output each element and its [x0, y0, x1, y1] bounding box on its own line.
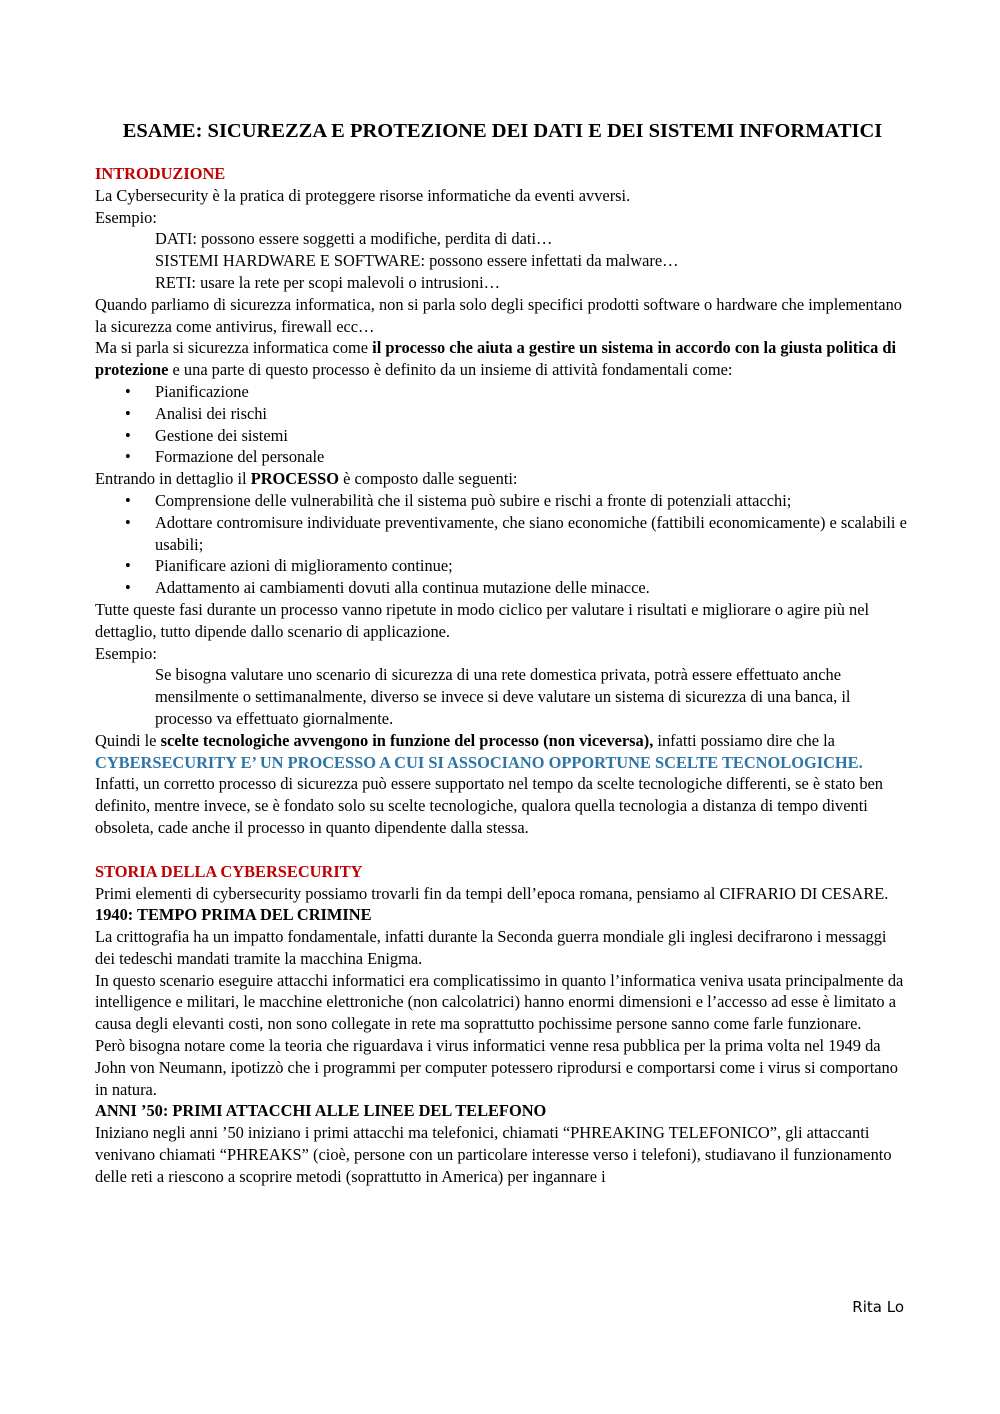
paragraph — [95, 337, 910, 381]
footer-author: Rita Lo — [852, 1298, 904, 1316]
paragraph: Però bisogna notare come la teoria che riguardava i virus informatici venne resa pubblica per la prima volta nel 1949 da John von Neumann, ipotizzò che i programmi per computer potessero riprodursi e comportarsi come i virus si comportano in natura. — [95, 1036, 898, 1099]
bold-text: il processo che aiuta a gestire un sistema in accordo con la giusta politica di protezione — [95, 338, 897, 380]
subheading-1940: 1940: TEMPO PRIMA DEL CRIMINE — [95, 905, 372, 925]
page-title: ESAME: SICUREZZA E PROTEZIONE DEI DATI E DEI SISTEMI INFORMATICI — [122, 120, 883, 142]
paragraph — [95, 468, 910, 490]
example-item: Se bisogna valutare uno scenario di sicurezza di una rete domestica privata, potrà essere effettuato anche mensilmente o settimanalmente, diverso se invece si deve valutare un sistema di sicurezza di una banca, il processo va effettuato giornalmente. — [155, 665, 851, 728]
list-item: • Pianificazione — [95, 381, 910, 403]
list-item: • Comprensione delle vulnerabilità che il sistema può subire e rischi a fronte di potenziali attacchi; — [95, 490, 910, 512]
bold-text: PROCESSO — [250, 469, 340, 489]
list-item: • Gestione dei sistemi — [95, 425, 910, 447]
text-span: Entrando in dettaglio il — [95, 469, 251, 489]
bold-text: scelte tecnologiche avvengono in funzione del processo (non viceversa), — [160, 730, 654, 750]
example-item: DATI: possono essere soggetti a modifiche, perdita di dati… — [155, 229, 553, 249]
paragraph: La Cybersecurity è la pratica di proteggere risorse informatiche da eventi avversi. — [95, 185, 631, 205]
example-label: Esempio: — [95, 207, 157, 227]
example-label: Esempio: — [95, 643, 157, 663]
list-item: • Pianificare azioni di miglioramento continue; — [95, 555, 910, 577]
paragraph: Tutte queste fasi durante un processo vanno ripetute in modo ciclico per valutare i risultati e migliorare o agire più nel dettaglio, tutto dipende dallo scenario di applicazione. — [95, 599, 870, 641]
example-item: SISTEMI HARDWARE E SOFTWARE: possono essere infettati da malware… — [155, 251, 679, 271]
text-span: Quindi le — [95, 730, 161, 750]
text-span: e una parte di questo processo è definito da un insieme di attività fondamentali come: — [168, 360, 733, 380]
paragraph: Quando parliamo di sicurezza informatica, non si parla solo degli specifici prodotti software o hardware che implementano la sicurezza come antivirus, firewall ecc… — [95, 294, 902, 336]
paragraph: In questo scenario eseguire attacchi informatici era complicatissimo in quanto l’informatica veniva usata principalmente da intelligence e militari, le macchine elettroniche (non calcolatrici) hanno enormi dimensioni e l’accesso ad esse è limitato a causa degli elevanti costi, non sono collegate in rete ma soprattutto pochissime persone sanno come farle funzionare. — [95, 970, 904, 1034]
text-span: è composto dalle seguenti: — [339, 469, 518, 489]
list-item: • Analisi dei rischi — [95, 403, 910, 425]
text-span: infatti possiamo dire che la — [653, 730, 835, 750]
list-item: • Adattamento ai cambiamenti dovuti alla continua mutazione delle minacce. — [95, 577, 910, 599]
list-item: • Adottare contromisure individuate preventivamente, che siano economiche (fattibili economicamente) e scalabili e usabili; — [95, 512, 910, 556]
section-heading-storia: STORIA DELLA CYBERSECURITY — [95, 861, 363, 881]
paragraph: La crittografia ha un impatto fondamentale, infatti durante la Seconda guerra mondiale gli inglesi decifrarono i messaggi dei tedeschi mandati tramite la macchina Enigma. — [95, 927, 887, 968]
activities-list — [95, 381, 910, 468]
highlight-text: CYBERSECURITY E’ UN PROCESSO A CUI SI ASSOCIANO OPPORTUNE SCELTE TECNOLOGICHE. — [95, 752, 863, 772]
paragraph: Primi elementi di cybersecurity possiamo trovarli fin da tempi dell’epoca romana, pensiamo al CIFRARIO DI CESARE. — [95, 883, 889, 903]
paragraph: Iniziano negli anni ’50 iniziano i primi attacchi ma telefonici, chiamati “PHREAKING TELEFONICO”, gli attaccanti venivano chiamati “PHREAKS” (cioè, persone con un particolare interesse verso i telefoni), studiavano il funzionamento delle reti a riescono a scoprire metodi (soprattutto in America) per ingannare i — [95, 1123, 892, 1186]
subheading-anni-50: ANNI ’50: PRIMI ATTACCHI ALLE LINEE DEL TELEFONO — [95, 1101, 547, 1121]
section-heading-introduzione: INTRODUZIONE — [95, 164, 226, 183]
document-page — [95, 118, 910, 1188]
paragraph: Infatti, un corretto processo di sicurezza può essere supportato nel tempo da scelte tecnologiche differenti, se è stato ben definito, mentre invece, se è fondato solo su scelte tecnologiche, qualora quella tecnologia a distanza di tempo diventi obsoleta, cade anche il processo in quanto dipendente dalla stessa. — [95, 774, 883, 837]
paragraph — [95, 730, 910, 774]
text-span: Ma si parla si sicurezza informatica come — [95, 338, 373, 358]
example-item: RETI: usare la rete per scopi malevoli o intrusioni… — [155, 272, 501, 292]
list-item: • Formazione del personale — [95, 446, 910, 468]
process-steps-list — [95, 490, 910, 599]
